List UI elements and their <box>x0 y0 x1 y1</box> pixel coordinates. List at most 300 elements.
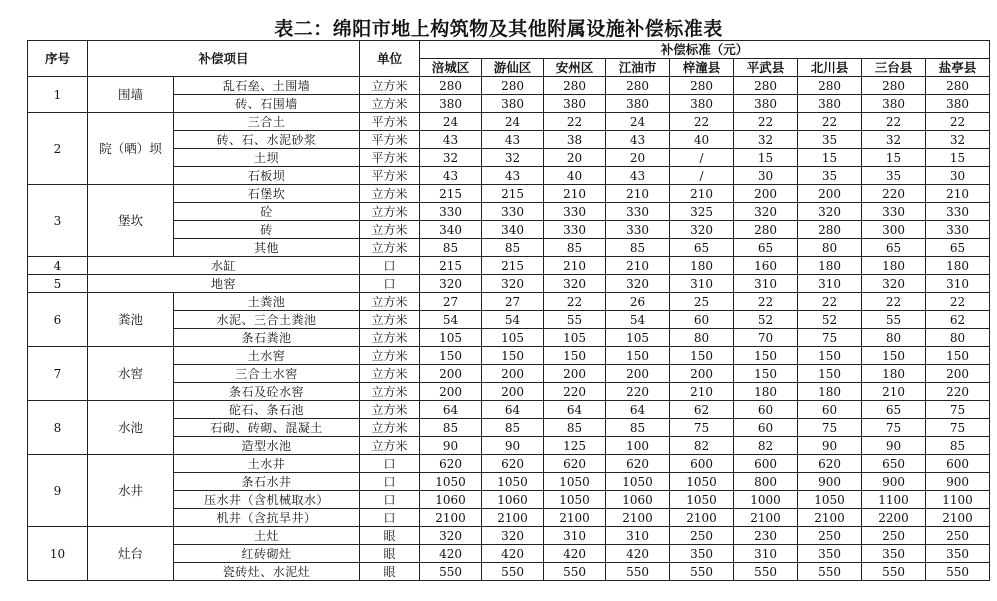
table-row <box>28 185 990 203</box>
value-cell: 280 <box>926 77 990 95</box>
unit-cell: 口 <box>360 257 420 275</box>
item-name: 石堡坎 <box>174 185 360 203</box>
value-cell: 325 <box>670 203 734 221</box>
header-district: 涪城区 <box>420 59 482 77</box>
value-cell: 280 <box>734 77 798 95</box>
value-cell: 22 <box>926 113 990 131</box>
value-cell: 54 <box>606 311 670 329</box>
value-cell: 420 <box>420 545 482 563</box>
value-cell: 35 <box>798 131 862 149</box>
value-cell: 900 <box>926 473 990 491</box>
value-cell: 215 <box>420 185 482 203</box>
group-name: 灶台 <box>88 527 174 581</box>
value-cell: 75 <box>862 419 926 437</box>
group-number: 9 <box>28 455 88 527</box>
value-cell: 65 <box>862 239 926 257</box>
unit-cell: 立方米 <box>360 95 420 113</box>
value-cell: 43 <box>606 167 670 185</box>
unit-cell: 口 <box>360 509 420 527</box>
item-name: 砖、石围墙 <box>174 95 360 113</box>
value-cell: / <box>670 149 734 167</box>
value-cell: 550 <box>798 563 862 581</box>
value-cell: 320 <box>420 275 482 293</box>
value-cell: 330 <box>606 221 670 239</box>
header-seq: 序号 <box>28 41 88 77</box>
value-cell: 350 <box>798 545 862 563</box>
item-name: 乱石垒、土围墙 <box>174 77 360 95</box>
value-cell: 1050 <box>482 473 544 491</box>
value-cell: 280 <box>798 221 862 239</box>
value-cell: 320 <box>670 221 734 239</box>
value-cell: 600 <box>670 455 734 473</box>
value-cell: 550 <box>420 563 482 581</box>
value-cell: 60 <box>798 401 862 419</box>
value-cell: 600 <box>926 455 990 473</box>
value-cell: 210 <box>544 185 606 203</box>
value-cell: 280 <box>482 77 544 95</box>
value-cell: 30 <box>734 167 798 185</box>
unit-cell: 立方米 <box>360 293 420 311</box>
value-cell: 55 <box>862 311 926 329</box>
value-cell: 22 <box>734 293 798 311</box>
value-cell: 85 <box>482 419 544 437</box>
value-cell: 1050 <box>606 473 670 491</box>
value-cell: 180 <box>862 365 926 383</box>
value-cell: 150 <box>926 347 990 365</box>
value-cell: 380 <box>482 95 544 113</box>
value-cell: 65 <box>862 401 926 419</box>
value-cell: 105 <box>482 329 544 347</box>
value-cell: 180 <box>862 257 926 275</box>
value-cell: 550 <box>926 563 990 581</box>
value-cell: 100 <box>606 437 670 455</box>
value-cell: 80 <box>670 329 734 347</box>
value-cell: 250 <box>798 527 862 545</box>
value-cell: 200 <box>734 185 798 203</box>
value-cell: 32 <box>482 149 544 167</box>
value-cell: 250 <box>862 527 926 545</box>
value-cell: 350 <box>926 545 990 563</box>
value-cell: 350 <box>670 545 734 563</box>
value-cell: 15 <box>862 149 926 167</box>
item-name: 其他 <box>174 239 360 257</box>
value-cell: 310 <box>606 527 670 545</box>
unit-cell: 平方米 <box>360 149 420 167</box>
value-cell: 65 <box>926 239 990 257</box>
unit-cell: 平方米 <box>360 131 420 149</box>
value-cell: 150 <box>734 365 798 383</box>
value-cell: 550 <box>544 563 606 581</box>
value-cell: 310 <box>544 527 606 545</box>
value-cell: 40 <box>670 131 734 149</box>
value-cell: 210 <box>606 185 670 203</box>
value-cell: 1050 <box>670 473 734 491</box>
value-cell: 26 <box>606 293 670 311</box>
value-cell: 550 <box>734 563 798 581</box>
value-cell: 180 <box>670 257 734 275</box>
value-cell: 160 <box>734 257 798 275</box>
value-cell: 43 <box>420 167 482 185</box>
value-cell: 320 <box>544 275 606 293</box>
group-name: 水窖 <box>88 347 174 401</box>
value-cell: 43 <box>606 131 670 149</box>
value-cell: 22 <box>862 293 926 311</box>
table-row <box>28 455 990 473</box>
value-cell: 90 <box>798 437 862 455</box>
value-cell: 90 <box>420 437 482 455</box>
value-cell: 200 <box>544 365 606 383</box>
value-cell: 2100 <box>734 509 798 527</box>
value-cell: 380 <box>420 95 482 113</box>
value-cell: 215 <box>420 257 482 275</box>
value-cell: 340 <box>420 221 482 239</box>
item-name: 土粪池 <box>174 293 360 311</box>
table-row <box>28 347 990 365</box>
value-cell: 105 <box>606 329 670 347</box>
group-number: 7 <box>28 347 88 401</box>
value-cell: 200 <box>482 383 544 401</box>
value-cell: 220 <box>926 383 990 401</box>
value-cell: 320 <box>482 275 544 293</box>
value-cell: 230 <box>734 527 798 545</box>
group-number: 6 <box>28 293 88 347</box>
value-cell: 200 <box>670 365 734 383</box>
group-name: 水井 <box>88 455 174 527</box>
value-cell: 380 <box>798 95 862 113</box>
header-district: 江油市 <box>606 59 670 77</box>
value-cell: 180 <box>926 257 990 275</box>
value-cell: / <box>670 167 734 185</box>
unit-cell: 立方米 <box>360 203 420 221</box>
value-cell: 620 <box>606 455 670 473</box>
table-row <box>28 527 990 545</box>
value-cell: 40 <box>544 167 606 185</box>
value-cell: 2100 <box>420 509 482 527</box>
value-cell: 82 <box>734 437 798 455</box>
group-name: 堡坎 <box>88 185 174 257</box>
value-cell: 150 <box>670 347 734 365</box>
value-cell: 250 <box>670 527 734 545</box>
item-name: 石板坝 <box>174 167 360 185</box>
value-cell: 27 <box>482 293 544 311</box>
value-cell: 650 <box>862 455 926 473</box>
header-item: 补偿项目 <box>88 41 360 77</box>
value-cell: 330 <box>606 203 670 221</box>
value-cell: 55 <box>544 311 606 329</box>
value-cell: 320 <box>862 275 926 293</box>
value-cell: 85 <box>482 239 544 257</box>
value-cell: 85 <box>544 239 606 257</box>
item-name: 砣石、条石池 <box>174 401 360 419</box>
value-cell: 330 <box>420 203 482 221</box>
value-cell: 2100 <box>482 509 544 527</box>
value-cell: 125 <box>544 437 606 455</box>
value-cell: 380 <box>862 95 926 113</box>
table-row <box>28 257 990 275</box>
group-number: 3 <box>28 185 88 257</box>
item-name: 土坝 <box>174 149 360 167</box>
value-cell: 200 <box>482 365 544 383</box>
value-cell: 64 <box>544 401 606 419</box>
table-row <box>28 113 990 131</box>
value-cell: 420 <box>606 545 670 563</box>
value-cell: 1060 <box>482 491 544 509</box>
unit-cell: 口 <box>360 455 420 473</box>
value-cell: 27 <box>420 293 482 311</box>
value-cell: 75 <box>798 419 862 437</box>
value-cell: 150 <box>862 347 926 365</box>
value-cell: 20 <box>606 149 670 167</box>
value-cell: 180 <box>734 383 798 401</box>
value-cell: 220 <box>862 185 926 203</box>
table-header <box>28 41 990 77</box>
value-cell: 24 <box>420 113 482 131</box>
value-cell: 22 <box>926 293 990 311</box>
value-cell: 85 <box>420 419 482 437</box>
group-number: 4 <box>28 257 88 275</box>
value-cell: 15 <box>926 149 990 167</box>
compensation-table <box>27 40 990 581</box>
value-cell: 280 <box>734 221 798 239</box>
item-name: 土灶 <box>174 527 360 545</box>
value-cell: 200 <box>420 383 482 401</box>
value-cell: 90 <box>482 437 544 455</box>
value-cell: 1000 <box>734 491 798 509</box>
item-name: 瓷砖灶、水泥灶 <box>174 563 360 581</box>
value-cell: 210 <box>862 383 926 401</box>
item-name: 土水窖 <box>174 347 360 365</box>
group-name: 水池 <box>88 401 174 455</box>
item-name: 压水井（含机械取水） <box>174 491 360 509</box>
value-cell: 380 <box>544 95 606 113</box>
value-cell: 215 <box>482 185 544 203</box>
group-number: 1 <box>28 77 88 113</box>
value-cell: 330 <box>482 203 544 221</box>
value-cell: 550 <box>482 563 544 581</box>
item-name: 条石及砼水窖 <box>174 383 360 401</box>
value-cell: 380 <box>606 95 670 113</box>
value-cell: 2200 <box>862 509 926 527</box>
unit-cell: 立方米 <box>360 185 420 203</box>
value-cell: 310 <box>798 275 862 293</box>
value-cell: 15 <box>798 149 862 167</box>
value-cell: 75 <box>926 401 990 419</box>
value-cell: 300 <box>862 221 926 239</box>
value-cell: 70 <box>734 329 798 347</box>
value-cell: 1050 <box>420 473 482 491</box>
value-cell: 250 <box>926 527 990 545</box>
value-cell: 150 <box>482 347 544 365</box>
item-name: 石砌、砖砌、混凝土 <box>174 419 360 437</box>
value-cell: 62 <box>926 311 990 329</box>
value-cell: 105 <box>544 329 606 347</box>
value-cell: 380 <box>926 95 990 113</box>
value-cell: 90 <box>862 437 926 455</box>
value-cell: 60 <box>734 401 798 419</box>
table-row <box>28 401 990 419</box>
value-cell: 24 <box>606 113 670 131</box>
value-cell: 85 <box>606 239 670 257</box>
value-cell: 25 <box>670 293 734 311</box>
value-cell: 2100 <box>670 509 734 527</box>
header-row <box>28 41 990 59</box>
value-cell: 320 <box>798 203 862 221</box>
value-cell: 550 <box>670 563 734 581</box>
header-district: 盐亭县 <box>926 59 990 77</box>
unit-cell: 口 <box>360 473 420 491</box>
header-district: 北川县 <box>798 59 862 77</box>
value-cell: 280 <box>862 77 926 95</box>
header-district: 平武县 <box>734 59 798 77</box>
value-cell: 550 <box>862 563 926 581</box>
value-cell: 900 <box>798 473 862 491</box>
unit-cell: 立方米 <box>360 401 420 419</box>
value-cell: 1050 <box>670 491 734 509</box>
value-cell: 210 <box>926 185 990 203</box>
item-name: 机井（含抗旱井） <box>174 509 360 527</box>
value-cell: 330 <box>862 203 926 221</box>
value-cell: 620 <box>544 455 606 473</box>
unit-cell: 立方米 <box>360 311 420 329</box>
value-cell: 600 <box>734 455 798 473</box>
item-name: 水缸 <box>88 257 360 275</box>
value-cell: 32 <box>420 149 482 167</box>
value-cell: 65 <box>670 239 734 257</box>
item-name: 红砖砌灶 <box>174 545 360 563</box>
value-cell: 80 <box>862 329 926 347</box>
header-district: 安州区 <box>544 59 606 77</box>
unit-cell: 口 <box>360 275 420 293</box>
item-name: 造型水池 <box>174 437 360 455</box>
item-name: 三合土水窖 <box>174 365 360 383</box>
value-cell: 150 <box>798 365 862 383</box>
value-cell: 82 <box>670 437 734 455</box>
group-name: 围墙 <box>88 77 174 113</box>
value-cell: 280 <box>670 77 734 95</box>
value-cell: 350 <box>862 545 926 563</box>
value-cell: 75 <box>926 419 990 437</box>
item-name: 条石粪池 <box>174 329 360 347</box>
value-cell: 200 <box>420 365 482 383</box>
group-number: 5 <box>28 275 88 293</box>
header-standard: 补偿标准（元） <box>420 41 990 59</box>
value-cell: 60 <box>734 419 798 437</box>
unit-cell: 平方米 <box>360 167 420 185</box>
value-cell: 150 <box>420 347 482 365</box>
value-cell: 1050 <box>544 491 606 509</box>
table-body <box>28 77 990 581</box>
value-cell: 32 <box>862 131 926 149</box>
value-cell: 180 <box>798 257 862 275</box>
item-name: 砖、石、水泥砂浆 <box>174 131 360 149</box>
value-cell: 620 <box>798 455 862 473</box>
value-cell: 310 <box>734 545 798 563</box>
value-cell: 30 <box>926 167 990 185</box>
value-cell: 22 <box>734 113 798 131</box>
value-cell: 75 <box>670 419 734 437</box>
value-cell: 22 <box>798 293 862 311</box>
value-cell: 52 <box>734 311 798 329</box>
value-cell: 2100 <box>798 509 862 527</box>
unit-cell: 平方米 <box>360 113 420 131</box>
value-cell: 220 <box>606 383 670 401</box>
value-cell: 43 <box>482 131 544 149</box>
value-cell: 420 <box>482 545 544 563</box>
value-cell: 200 <box>798 185 862 203</box>
value-cell: 210 <box>606 257 670 275</box>
value-cell: 380 <box>734 95 798 113</box>
value-cell: 38 <box>544 131 606 149</box>
value-cell: 85 <box>926 437 990 455</box>
value-cell: 280 <box>798 77 862 95</box>
unit-cell: 立方米 <box>360 329 420 347</box>
value-cell: 150 <box>798 347 862 365</box>
value-cell: 280 <box>420 77 482 95</box>
value-cell: 330 <box>544 221 606 239</box>
value-cell: 22 <box>798 113 862 131</box>
unit-cell: 立方米 <box>360 221 420 239</box>
value-cell: 60 <box>670 311 734 329</box>
value-cell: 150 <box>544 347 606 365</box>
value-cell: 15 <box>734 149 798 167</box>
value-cell: 1060 <box>420 491 482 509</box>
value-cell: 330 <box>926 221 990 239</box>
value-cell: 52 <box>798 311 862 329</box>
unit-cell: 眼 <box>360 563 420 581</box>
value-cell: 64 <box>606 401 670 419</box>
value-cell: 320 <box>482 527 544 545</box>
unit-cell: 立方米 <box>360 347 420 365</box>
value-cell: 420 <box>544 545 606 563</box>
value-cell: 280 <box>606 77 670 95</box>
group-name: 院（晒）坝 <box>88 113 174 185</box>
value-cell: 75 <box>798 329 862 347</box>
header-district: 梓潼县 <box>670 59 734 77</box>
table-row <box>28 77 990 95</box>
value-cell: 64 <box>420 401 482 419</box>
item-name: 砖 <box>174 221 360 239</box>
group-name: 粪池 <box>88 293 174 347</box>
value-cell: 22 <box>544 293 606 311</box>
value-cell: 210 <box>670 383 734 401</box>
item-name: 砼 <box>174 203 360 221</box>
value-cell: 80 <box>926 329 990 347</box>
value-cell: 62 <box>670 401 734 419</box>
value-cell: 22 <box>670 113 734 131</box>
table-row <box>28 275 990 293</box>
item-name: 三合土 <box>174 113 360 131</box>
value-cell: 85 <box>606 419 670 437</box>
value-cell: 1100 <box>926 491 990 509</box>
group-number: 10 <box>28 527 88 581</box>
value-cell: 105 <box>420 329 482 347</box>
value-cell: 65 <box>734 239 798 257</box>
value-cell: 220 <box>544 383 606 401</box>
value-cell: 32 <box>734 131 798 149</box>
value-cell: 64 <box>482 401 544 419</box>
value-cell: 320 <box>420 527 482 545</box>
value-cell: 150 <box>734 347 798 365</box>
value-cell: 2100 <box>926 509 990 527</box>
value-cell: 900 <box>862 473 926 491</box>
value-cell: 200 <box>926 365 990 383</box>
value-cell: 210 <box>544 257 606 275</box>
value-cell: 310 <box>926 275 990 293</box>
table-title: 表二：绵阳市地上构筑物及其他附属设施补偿标准表 <box>274 18 723 40</box>
unit-cell: 立方米 <box>360 383 420 401</box>
value-cell: 22 <box>862 113 926 131</box>
value-cell: 85 <box>420 239 482 257</box>
